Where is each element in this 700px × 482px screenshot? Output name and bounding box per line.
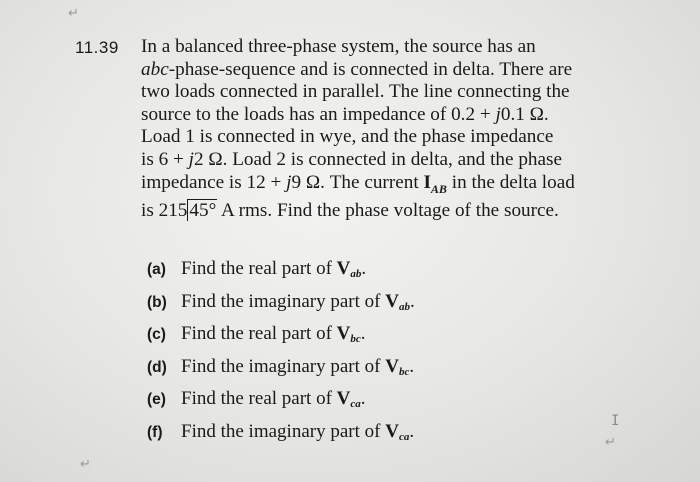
statement-line: In a balanced three-phase system, the source has an	[141, 36, 536, 57]
statement-line: is 6 + j2 Ω. Load 2 is connected in delta, and the phase	[141, 148, 563, 170]
question-part-f: (f) Find the imaginary part of Vca.	[147, 420, 415, 443]
statement-line: abc-phase-sequence and is connected in delta. There are	[141, 58, 573, 80]
question-parts	[147, 253, 415, 448]
question-part-d: (d) Find the imaginary part of Vbc.	[147, 355, 415, 378]
statement-line: impedance is 12 + j9 Ω. The current $I_{AB}$ in the delta load	[141, 171, 575, 196]
statement-line: is 215 45° A rms. Find the phase voltage of the source.	[141, 199, 559, 221]
question-part-b: (b) Find the imaginary part of Vab.	[147, 290, 415, 313]
return-mark-icon: ↵	[68, 6, 79, 21]
question-part-c: (c) Find the real part of Vbc.	[147, 323, 366, 345]
phase-angle: 45°	[189, 199, 217, 221]
statement-line: Load 1 is connected in wye, and the phase impedance	[141, 126, 554, 148]
question-part-a: (a) Find the real part of Vab.	[147, 258, 367, 280]
current-symbol: I	[423, 171, 431, 193]
problem-statement	[141, 36, 611, 223]
text-cursor-icon: I	[611, 413, 620, 429]
return-mark-icon: ↵	[605, 435, 616, 450]
problem-number: 11.39	[75, 38, 119, 57]
statement-line: two loads connected in parallel. The line connecting the	[141, 81, 570, 103]
statement-line: source to the loads has an impedance of 0.2 + j0.1 Ω.	[141, 103, 549, 125]
return-mark-icon: ↵	[80, 457, 91, 472]
question-part-e: (e) Find the real part of Vca.	[147, 388, 366, 410]
